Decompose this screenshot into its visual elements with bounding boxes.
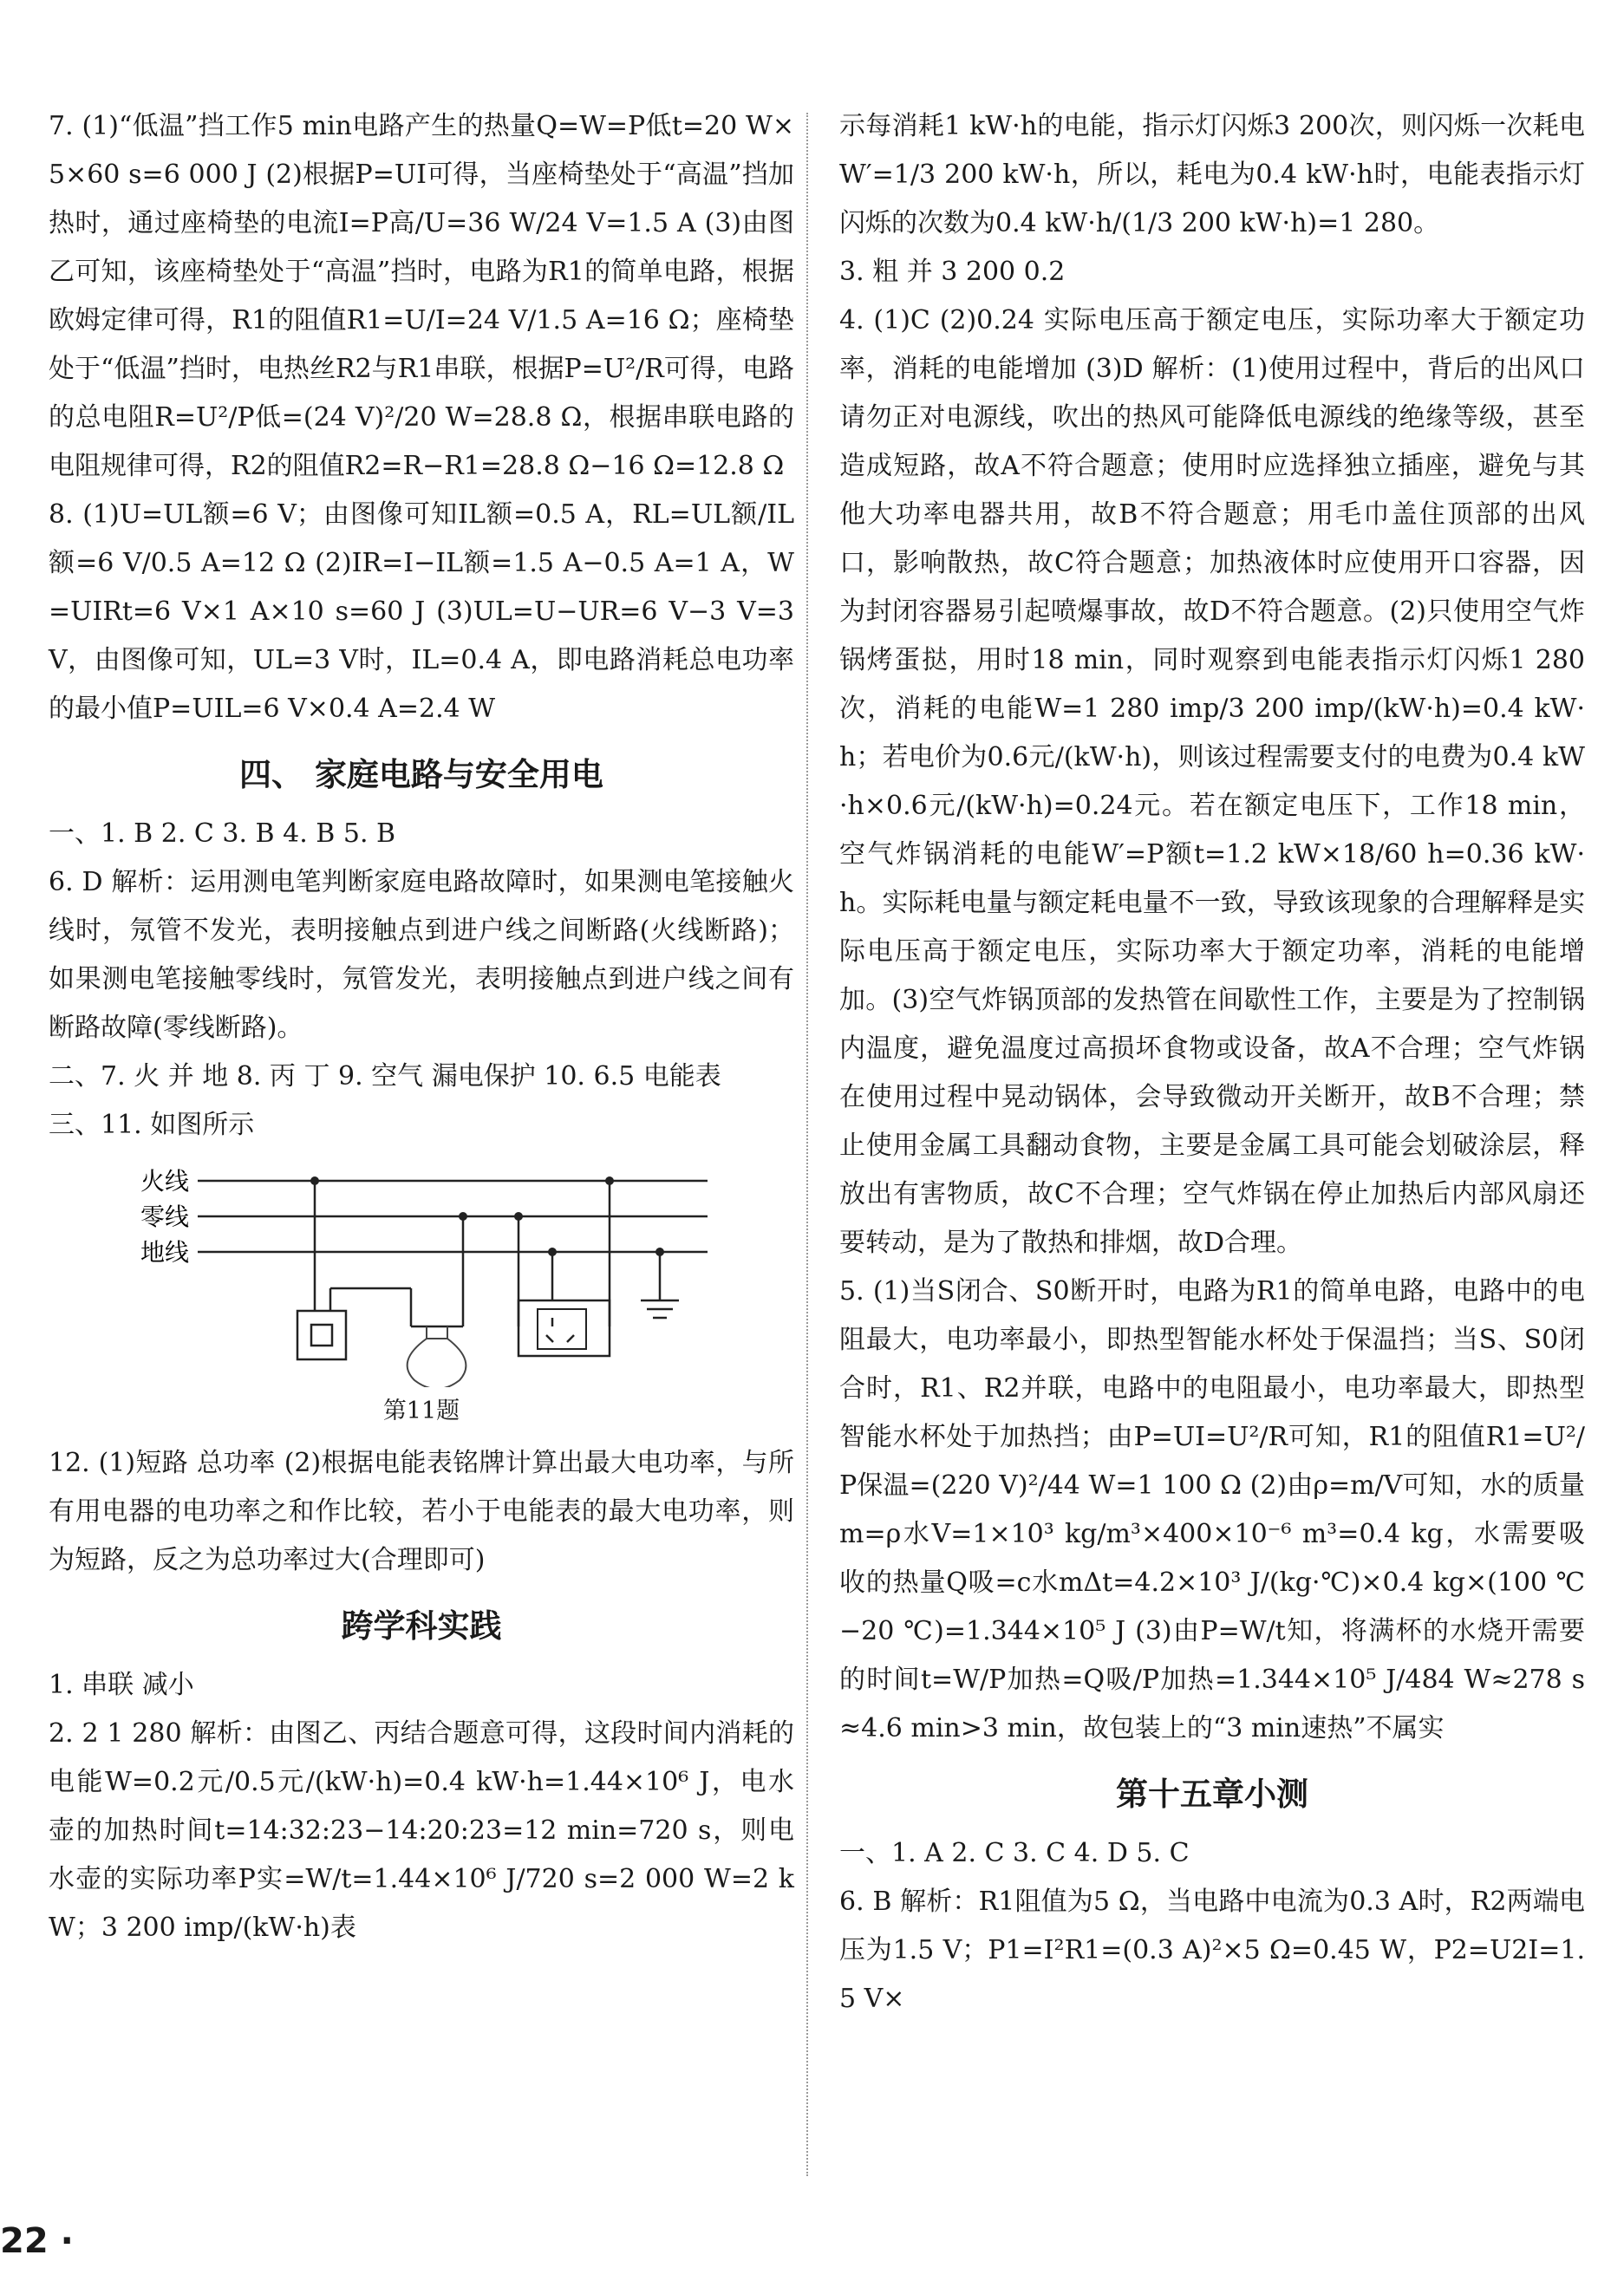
quiz-q6: 6. B 解析：R1阻值为5 Ω，当电路中电流为0.3 A时，R2两端电压为1.5 V；P1=I²R1=(0.3 A)²×5 Ω=0.45 W，P2=U2I=1.5 V× bbox=[839, 1887, 1585, 2014]
answer-q7: 7. (1)“低温”挡工作5 min电路产生的热量Q=W=P低t=20 W×5×60 s=6 000 J (2)根据P=UI可得，当座椅垫处于“高温”挡加热时，通过座椅垫的电流I=P高/U=36 W/24 V=1.5 A (3)由图乙可知，该座椅垫处于“高温”挡时，电路为R1的简单电路，根据欧姆定律可得，R1的阻值R1=U/I=24 V/1.5 A=16 Ω；座椅垫处于“低温”挡时，电热丝R2与R1串联，根据P=U²/R可得，电路的总电阻R=U²/P低=(24 V)²/20 W=28.8 Ω，根据串联电路的电阻规律可得，R2的阻值R2=R−R1=28.8 Ω−16 Ω=12.8 Ω bbox=[49, 111, 794, 481]
quiz-choice-answers: 一、1. A 2. C 3. C 4. D 5. C bbox=[839, 1838, 1190, 1868]
practice-q4: 4. (1)C (2)0.24 实际电压高于额定电压，实际功率大于额定功率，消耗的电能增加 (3)D 解析：(1)使用过程中，背后的出风口请勿正对电源线，吹出的热风可能降低电源线的绝缘等级，甚至造成短路，故A不符合题意；使用时应选择独立插座，避免与其他大功率电器共用，故B不符合题意；用毛巾盖住顶部的出风口，影响散热，故C符合题意；加热液体时应使用开口容器，因为封闭容器易引起喷爆事故，故D不符合题意。(2)只使用空气炸锅烤蛋挞，用时18 min，同时观察到电能表指示灯闪烁1 280次，消耗的电能W=1 280 imp/3 200 imp/(kW·h)=0.4 kW·h；若电价为0.6元/(kW·h)，则该过程需要支付的电费为0.4 kW·h×0.6元/(kW·h)=0.24元。若在额定电压下，工作18 min，空气炸锅消耗的电能W′=P额t=1.2 kW×18/60 h=0.36 kW·h。实际耗电量与额定耗电量不一致，导致该现象的合理解释是实际电压高于额定电压，实际功率大于额定功率，消耗的电能增加。(3)空气炸锅顶部的发热管在间歇性工作，主要是为了控制锅内温度，避免温度过高损坏食物或设备，故A不合理；空气炸锅在使用过程中晃动锅体，会导致微动开关断开，故B不合理；禁止使用金属工具翻动食物，主要是金属工具可能会划破涂层，释放出有害物质，故C不合理；空气炸锅在停止加热后内部风扇还要转动，是为了散热和排烟，故D合理。 bbox=[839, 305, 1585, 1258]
light-bulb bbox=[408, 1339, 466, 1387]
section-title-interdisciplinary: 跨学科实践 bbox=[341, 1607, 502, 1645]
wiring-diagram bbox=[135, 1153, 742, 1387]
wall-switch bbox=[297, 1311, 346, 1359]
answer-q6: 6. D 解析：运用测电笔判断家庭电路故障时，如果测电笔接触火线时，氖管不发光，表明接触点到进户线之间断路(火线断路)；如果测电笔接触零线时，氖管发光，表明接触点到进户线之间有断路故障(零线断路)。 bbox=[49, 867, 794, 1043]
answer-q11: 三、11. 如图所示 bbox=[49, 1110, 255, 1140]
label-live-wire: 火线 bbox=[140, 1167, 189, 1196]
label-ground-wire: 地线 bbox=[140, 1238, 189, 1267]
figure-q11-wiring bbox=[49, 1153, 794, 1439]
choice-answers: 一、1. B 2. C 3. B 4. B 5. B bbox=[49, 818, 396, 849]
left-column bbox=[49, 102, 794, 1952]
practice-q2-continued: 示每消耗1 kW·h的电能，指示灯闪烁3 200次，则闪烁一次耗电W′=1/3 200 kW·h，所以，耗电为0.4 kW·h时，电能表指示灯闪烁的次数为0.4 kW·h/(1/3 200 kW·h)=1 280。 bbox=[839, 111, 1585, 238]
column-divider bbox=[806, 113, 808, 2176]
page-number: 22 · bbox=[0, 2221, 74, 2261]
label-neutral-wire: 零线 bbox=[140, 1202, 189, 1231]
figure-caption: 第11题 bbox=[382, 1398, 460, 1424]
practice-q2: 2. 2 1 280 解析：由图乙、丙结合题意可得，这段时间内消耗的电能W=0.2元/0.5元/(kW·h)=0.4 kW·h=1.44×10⁶ J，电水壶的加热时间t=14:32:23−14:20:23=12 min=720 s，则电水壶的实际功率P实=W/t=1.44×10⁶ J/720 s=2 000 W=2 kW；3 200 imp/(kW·h)表 bbox=[49, 1718, 794, 1943]
practice-q1: 1. 串联 减小 bbox=[49, 1670, 194, 1700]
fill-answers: 二、7. 火 并 地 8. 丙 丁 9. 空气 漏电保护 10. 6.5 电能表 bbox=[49, 1061, 721, 1092]
practice-q3: 3. 粗 并 3 200 0.2 bbox=[839, 257, 1066, 287]
practice-q5: 5. (1)当S闭合、S0断开时，电路为R1的简单电路，电路中的电阻最大，电功率最小，即热型智能水杯处于保温挡；当S、S0闭合时，R1、R2并联，电路中的电阻最小，电功率最大，即热型智能水杯处于加热挡；由P=UI=U²/R可知，R1的阻值R1=U²/P保温=(220 V)²/44 W=1 100 Ω (2)由ρ=m/V可知，水的质量m=ρ水V=1×10³ kg/m³×400×10⁻⁶ m³=0.4 kg，水需要吸收的热量Q吸=c水mΔt=4.2×10³ J/(kg·℃)×0.4 kg×(100 ℃−20 ℃)=1.344×10⁵ J (3)由P=W/t知，将满杯的水烧开需要的时间t=W/P加热=Q吸/P加热=1.344×10⁵ J/484 W≈278 s≈4.6 min>3 min，故包装上的“3 min速热”不属实 bbox=[839, 1276, 1585, 1743]
right-column bbox=[839, 102, 1585, 2024]
section-title-household-circuit: 四、 家庭电路与安全用电 bbox=[239, 756, 603, 793]
section-title-chapter15-quiz: 第十五章小测 bbox=[1116, 1776, 1308, 1813]
answer-q8: 8. (1)U=UL额=6 V；由图像可知IL额=0.5 A，RL=UL额/IL额=6 V/0.5 A=12 Ω (2)IR=I−IL额=1.5 A−0.5 A=1 A，W=UIRt=6 V×1 A×10 s=60 J (3)UL=U−UR=6 V−3 V=3 V，由图像可知，UL=3 V时，IL=0.4 A，即电路消耗总电功率的最小值P=UIL=6 V×0.4 A=2.4 W bbox=[49, 499, 794, 724]
answer-q12: 12. (1)短路 总功率 (2)根据电能表铭牌计算出最大电功率，与所有用电器的电功率之和作比较，若小于电能表的最大电功率，则为短路，反之为总功率过大(合理即可) bbox=[49, 1448, 794, 1575]
